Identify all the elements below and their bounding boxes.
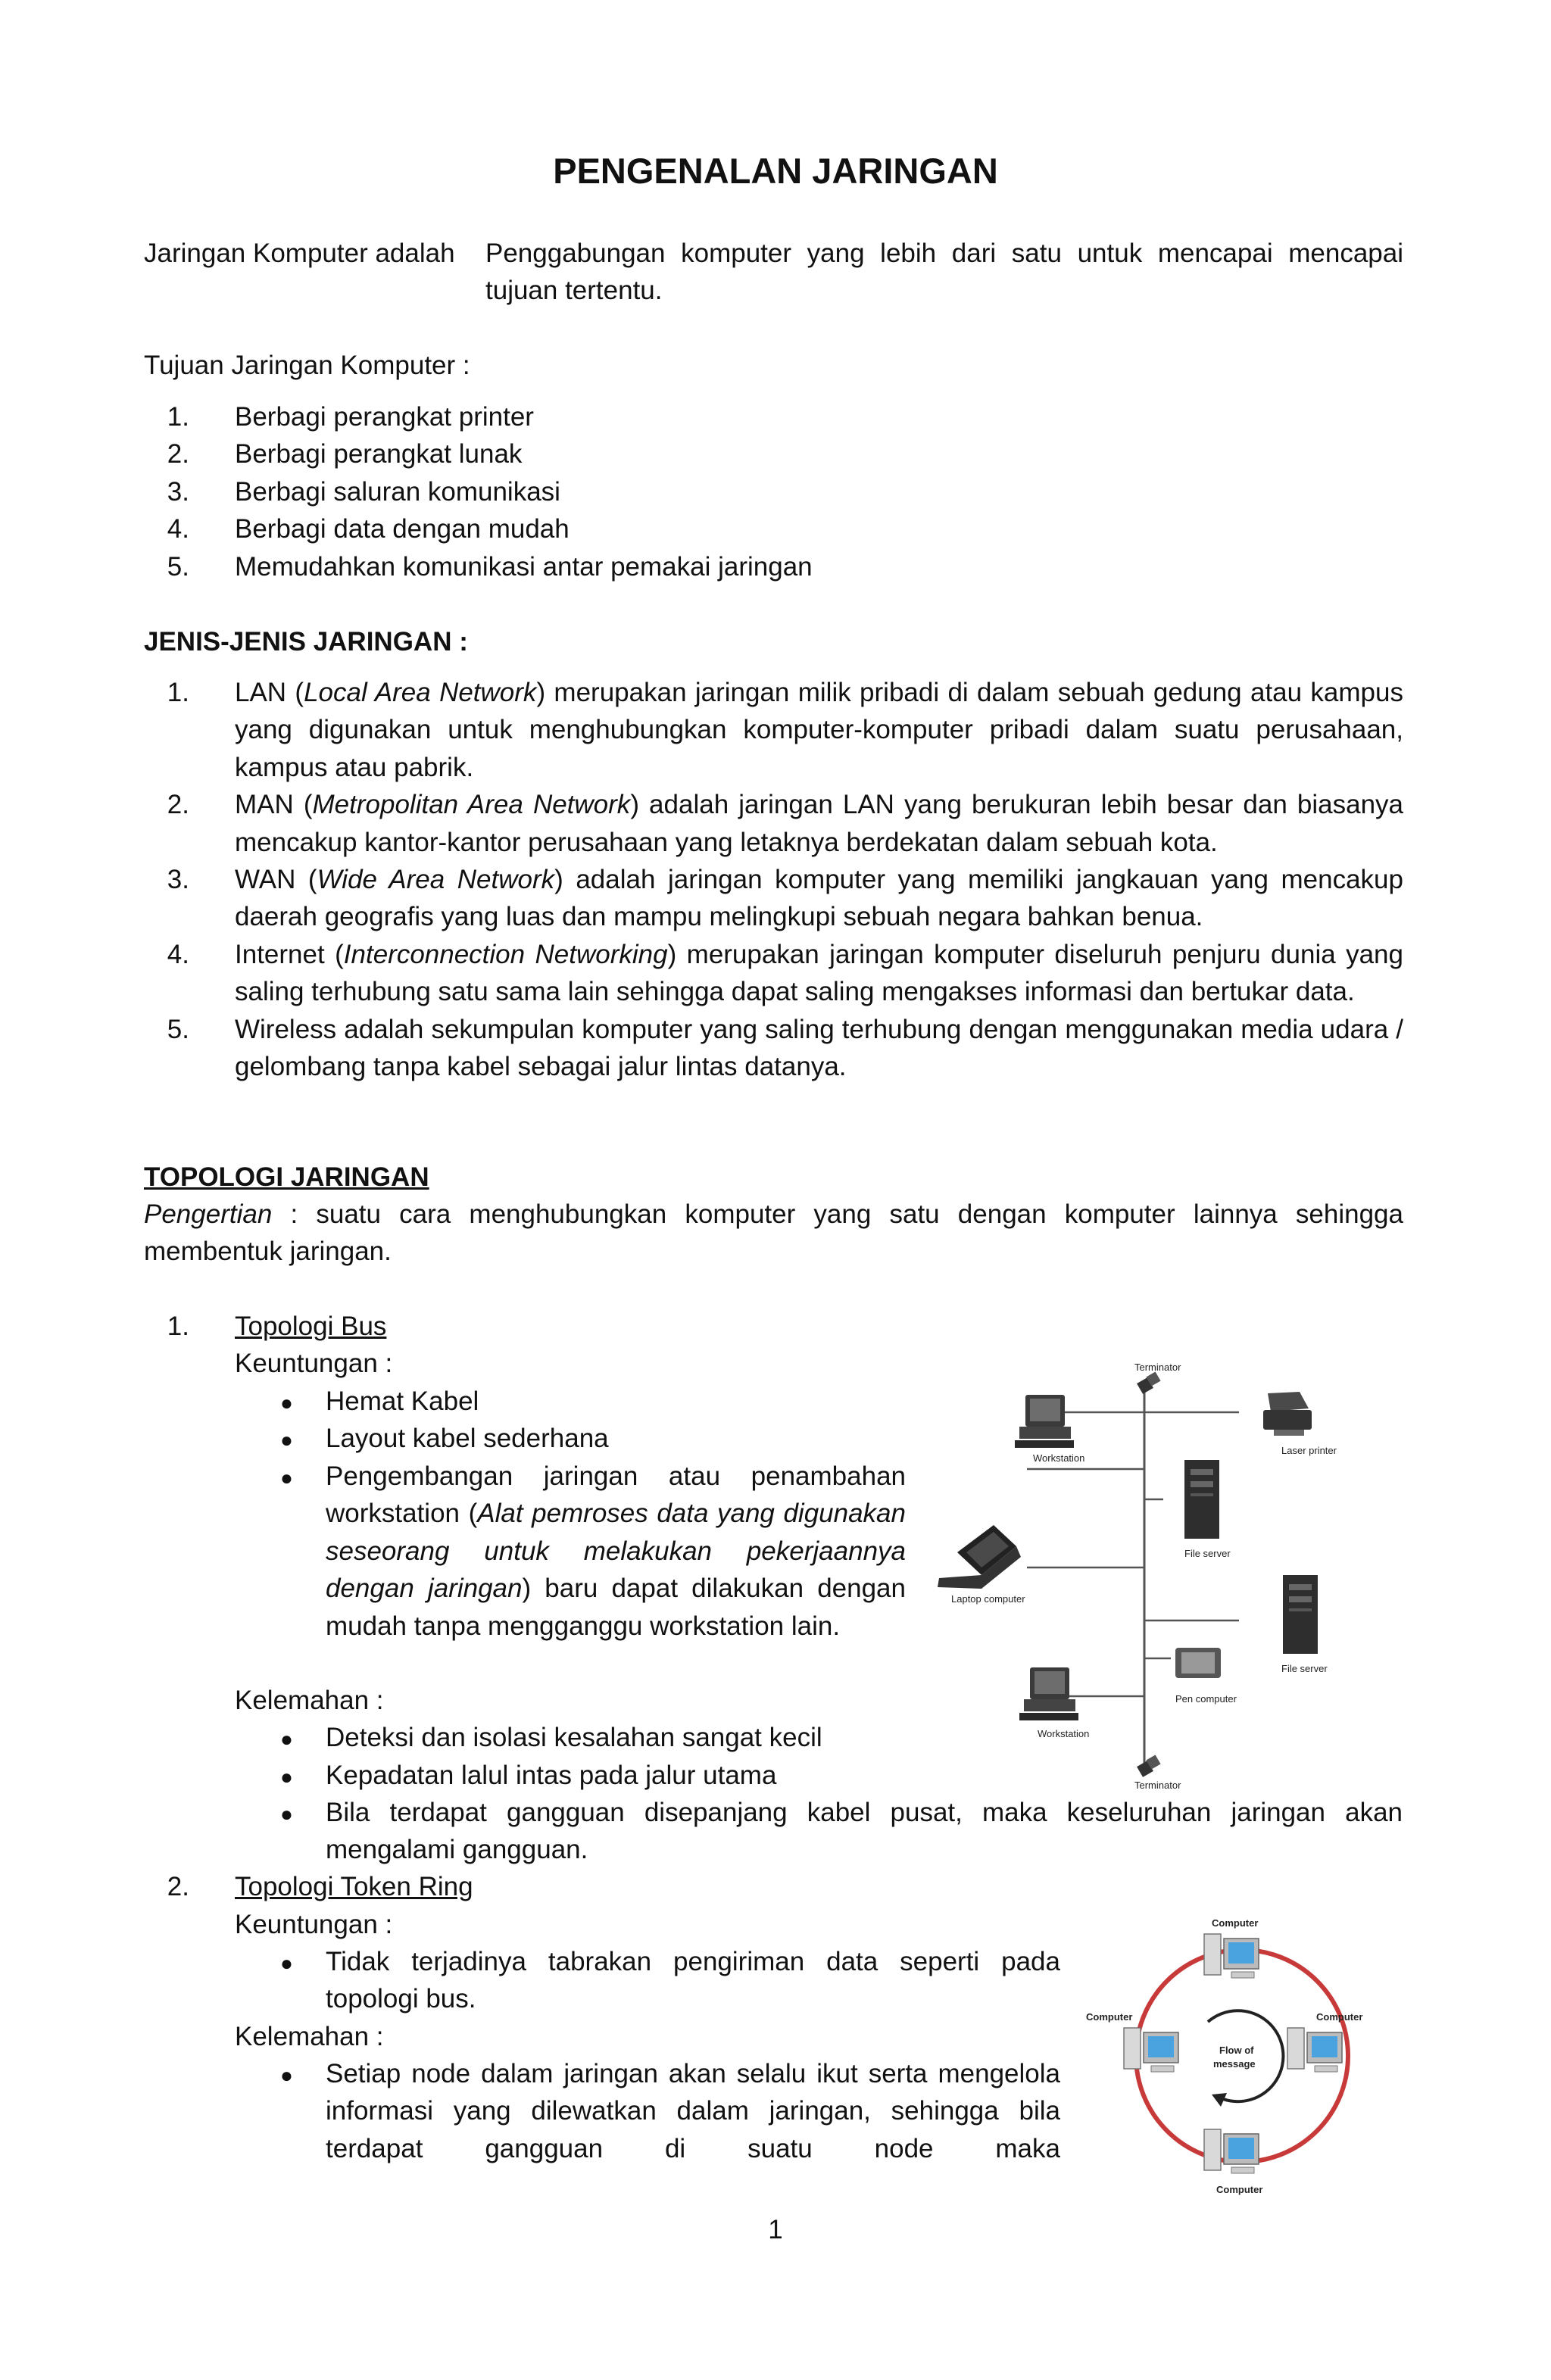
list-item: 5. Memudahkan komunikasi antar pemakai jaringan — [167, 551, 813, 582]
bus-disadvantages-label: Kelemahan : — [235, 1686, 384, 1715]
server-icon — [1184, 1460, 1219, 1539]
topology-bus-title: Topologi Bus — [235, 1312, 387, 1341]
bullet-icon: ● — [280, 2063, 293, 2087]
bus-advantages-label: Keuntungan : — [235, 1349, 393, 1378]
diagram-label: Computer — [1216, 2184, 1263, 2195]
diagram-label: Laptop computer — [951, 1593, 1025, 1605]
workstation-icon — [1019, 1667, 1078, 1720]
page-number: 1 — [768, 2215, 783, 2244]
definition-text: Penggabungan komputer yang lebih dari satu untuk mencapai mencapai tujuan tertentu. — [485, 239, 1403, 306]
types-list — [144, 674, 1403, 1085]
diagram-label: Terminator — [1134, 1362, 1181, 1373]
definition-term: Jaringan Komputer adalah — [144, 239, 455, 268]
diagram-label: Computer — [1086, 2011, 1133, 2023]
bullet-icon: ● — [280, 1466, 293, 1489]
topology-heading: TOPOLOGI JARINGAN — [144, 1162, 429, 1192]
topology-definition: Pengertian : suatu cara menghubungkan komputer yang satu dengan komputer lainnya sehingga membentuk jaringan. — [144, 1199, 1403, 1267]
server-icon — [1283, 1575, 1318, 1654]
printer-icon — [1263, 1392, 1312, 1436]
list-item: 2. MAN (Metropolitan Area Network) adalah jaringan LAN yang berukuran lebih besar dan biasanya mencakup kantor-kantor perusahaan yang letaknya berdekatan dalam sebuah kota. — [167, 790, 1403, 857]
diagram-label: Pen computer — [1175, 1693, 1237, 1705]
list-item: 4. Berbagi data dengan mudah — [167, 514, 570, 544]
diagram-label: Computer — [1316, 2011, 1363, 2023]
bus-advantage-1: Hemat Kabel — [326, 1387, 479, 1416]
computer-icon — [1124, 2028, 1178, 2072]
pen-computer-icon — [1175, 1648, 1221, 1678]
bullet-icon: ● — [280, 1951, 293, 1975]
page-title: PENGENALAN JARINGAN — [553, 151, 998, 191]
diagram-label: Computer — [1212, 1917, 1259, 1929]
ring-disadvantages-label: Kelemahan : — [235, 2022, 384, 2051]
list-item: 4. Internet (Interconnection Networking) merupakan jaringan komputer diseluruh penjuru dunia yang saling terhubung satu sama lain sehingga dapat saling mengakses informasi dan bertukar data. — [167, 939, 1403, 1007]
computer-icon — [1287, 2028, 1342, 2072]
goals-list — [144, 398, 1403, 585]
workstation-icon — [1015, 1395, 1074, 1448]
ring-advantages-label: Keuntungan : — [235, 1910, 393, 1939]
ring-disadvantage-1: Setiap node dalam jaringan akan selalu ikut serta mengelola informasi yang dilewatkan dalam jaringan, sehingga bila terdapat gangguan di suatu node maka — [326, 2059, 1060, 2163]
list-item: 1. LAN (Local Area Network) merupakan jaringan milik pribadi di dalam sebuah gedung atau kampus yang digunakan untuk menghubungkan komputer-komputer pribadi dalam suatu perusahaan, kampus atau pabrik. — [167, 678, 1403, 782]
list-item: 1. Berbagi perangkat printer — [167, 402, 534, 432]
bus-advantage-3: Pengembangan jaringan atau penambahan workstation (Alat pemroses data yang digunakan seseorang untuk melakukan pekerjaannya dengan jaringan) baru dapat dilakukan dengan mudah tanpa mengganggu workstation lain. — [326, 1461, 906, 1641]
list-item: 3. WAN (Wide Area Network) adalah jaringan komputer yang memiliki jangkauan yang mencakup daerah geografis yang luas dan mampu melingkupi sebuah negara bahkan benua. — [167, 865, 1403, 932]
bus-disadvantage-3: Bila terdapat gangguan disepanjang kabel pusat, maka keseluruhan jaringan akan mengalami gangguan. — [326, 1798, 1403, 1865]
token-ring-diagram — [1083, 1908, 1386, 2204]
bullet-icon: ● — [280, 1727, 293, 1751]
diagram-label: Flow of — [1219, 2045, 1254, 2056]
diagram-label: Workstation — [1038, 1728, 1090, 1739]
bus-disadvantage-1: Deteksi dan isolasi kesalahan sangat kecil — [326, 1723, 822, 1752]
diagram-label: Workstation — [1033, 1452, 1085, 1464]
terminator-icon — [1137, 1755, 1160, 1776]
computer-icon — [1204, 1934, 1259, 1978]
ring-advantage-1: Tidak terjadinya tabrakan pengiriman data seperti pada topologi bus. — [326, 1947, 1060, 2014]
diagram-label: Terminator — [1134, 1780, 1181, 1791]
diagram-label: File server — [1184, 1548, 1231, 1559]
diagram-label: message — [1213, 2058, 1256, 2070]
laptop-icon — [938, 1525, 1021, 1589]
bullet-icon: ● — [280, 1802, 293, 1826]
goals-heading: Tujuan Jaringan Komputer : — [144, 351, 470, 380]
list-item: 3. Berbagi saluran komunikasi — [167, 476, 560, 507]
list-item: 2. Berbagi perangkat lunak — [167, 439, 523, 469]
bullet-icon: ● — [280, 1765, 293, 1789]
bullet-icon: ● — [280, 1391, 293, 1415]
bus-topology-diagram — [936, 1348, 1345, 1795]
bus-disadvantage-2: Kepadatan lalul intas pada jalur utama — [326, 1761, 777, 1790]
list-item: 5. Wireless adalah sekumpulan komputer yang saling terhubung dengan menggunakan media udara / gelombang tanpa kabel sebagai jalur lintas datanya. — [167, 1014, 1403, 1082]
bus-advantage-2: Layout kabel sederhana — [326, 1424, 609, 1453]
bullet-icon: ● — [280, 1428, 293, 1452]
terminator-icon — [1137, 1371, 1160, 1393]
document-page: PENGENALAN JARINGAN Jaringan Komputer adalah Penggabungan komputer yang lebih dari satu untuk mencapai mencapai tujuan tertentu. Tujuan Jaringan Komputer : 1. Berbagi perangkat printer 2. Berbagi perangkat lunak 3. Berbagi saluran komunikasi 4. Berbagi data dengan mudah 5. Memudahkan komunikasi antar pemakai jaringan JENIS-JENIS JARINGAN : 1. LAN (Local Area Network) merupakan jaringan milik pribadi di dalam sebuah gedung atau kampus yang digunakan untuk menghubungkan komputer-komputer pribadi dalam suatu perusahaan, kampus atau pabrik. 2. MAN (Metropolitan Area Network) adalah jaringan LAN yang berukuran lebih besar dan biasanya mencakup kantor-kantor perusahaan yang letaknya berdekatan dalam sebuah kota. 3. WAN (Wide Area Network) adalah jaringan komputer yang memiliki jangkauan yang mencakup daerah geografis yang luas dan mampu melingkupi sebuah negara bahkan benua. 4. Internet (Interconnection Networking) merupakan jaringan komputer diseluruh penjuru dunia yang saling terhubung satu sama lain sehingga dapat saling mengakses informasi dan bertukar data. 5. Wireless adalah sekumpulan komputer yang saling terhubung dengan menggunakan media udara / gelombang tanpa kabel sebagai jalur lintas datanya. TOPOLOGI JARINGAN Pengertian : suatu cara menghubungkan komputer yang satu dengan komputer lainnya sehingga membentuk jaringan. 1. Topologi Bus Keuntungan : ● Hemat Kabel ● Layout kabel sederhana ● Pengembangan jaringan atau penambahan workstation (Alat pemroses data yang digunakan seseorang untuk melakukan pekerjaannya dengan jaringan) baru dapat dilakukan dengan mudah tanpa mengganggu workstation lain. Kelemahan : ● Deteksi dan isolasi kesalahan sangat kecil ● Kepadatan lalul intas pada jalur utama ● Bila terdapat gangguan disepanjang kabel pusat, maka keseluruhan jaringan akan mengalami gangguan. Terminator Workstation Laser printer File server Laptop computer File server Pen computer Workstation Terminator 2. Topologi Token Ring Keuntungan : ● Tidak terjadinya tabrakan pengiriman data seperti pada topologi bus. Kelemahan : ● Setiap node dalam jaringan akan selalu ikut serta mengelola informasi yang dilewatkan dalam jaringan, sehingga bila terdapat gangguan di suatu node maka Flow of message Computer Computer Computer Computer 1 — [0, 0, 1551, 2380]
diagram-label: Laser printer — [1281, 1445, 1337, 1456]
diagram-label: File server — [1281, 1663, 1328, 1674]
types-heading: JENIS-JENIS JARINGAN : — [144, 627, 468, 657]
computer-icon — [1204, 2129, 1259, 2173]
topology-ring-title: Topologi Token Ring — [235, 1872, 473, 1901]
flow-arrow-icon — [1208, 2010, 1283, 2101]
